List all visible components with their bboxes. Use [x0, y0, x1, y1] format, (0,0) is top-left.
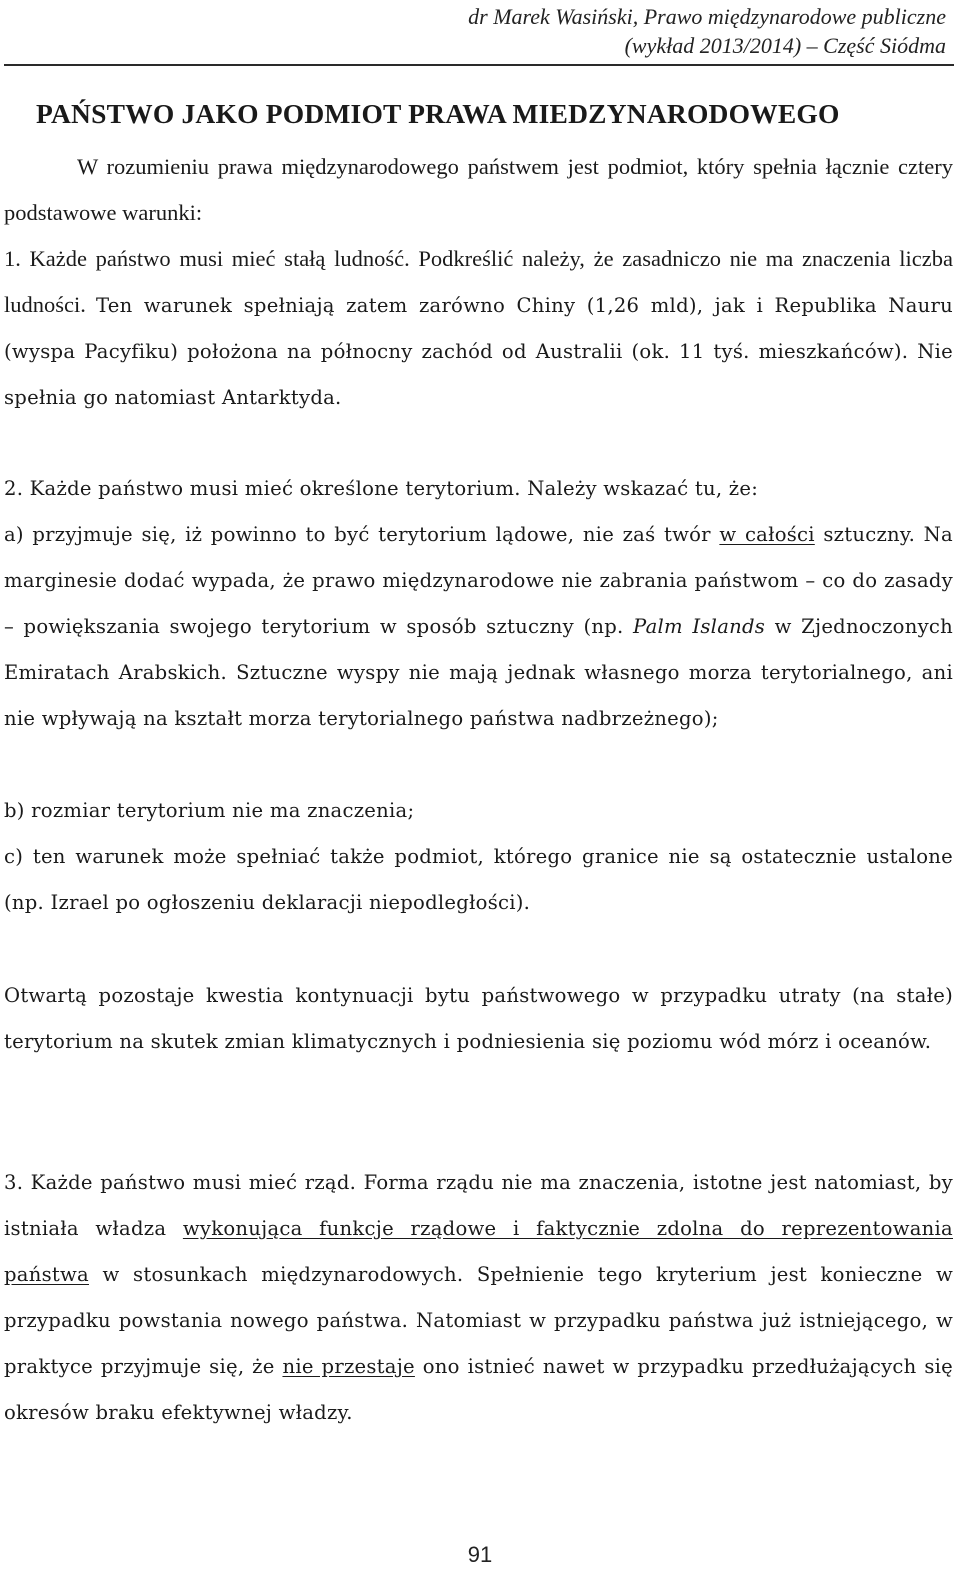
condition-3-underlined-1: wykonująca funkcje rządowe i faktycznie zdolna do reprezentowania państwa	[4, 1217, 953, 1286]
condition-1-text-b: Ten warunek spełniają zatem zarówno Chiny (1,26 mld), jak i Republika Nauru (wyspa Pacyfiku) położona na północny zachód od Australii (ok. 11 tyś. mieszkańców). Nie spełnia go natomiast Antarktyda.	[4, 294, 953, 409]
item-a-text-1: przyjmuje się, iż powinno to być terytorium lądowe, nie zaś twór	[32, 523, 711, 546]
header-rule	[4, 64, 954, 66]
item-a-underlined: w całości	[719, 523, 815, 546]
item-a-text-4: w Zjednoczonych Emiratach Arabskich.	[4, 615, 954, 684]
continuation-paragraph: Otwartą pozostaje kwestia kontynuacji bytu państwowego w przypadku utraty (na stałe) terytorium na skutek zmian klimatycznych i podniesienia się poziomu wód mórz i oceanów.	[4, 984, 953, 1053]
header-line-1: dr Marek Wasiński, Prawo międzynarodowe publiczne	[468, 4, 946, 29]
item-b-text: rozmiar terytorium nie ma znaczenia;	[31, 799, 415, 822]
item-c-marker: c)	[4, 845, 24, 868]
intro-paragraph: W rozumieniu prawa międzynarodowego państwem jest podmiot, który spełnia łącznie cztery podstawowe warunki:	[4, 154, 953, 225]
item-b-marker: b)	[4, 799, 25, 822]
condition-2-item-a	[4, 512, 953, 742]
item-c-text: ten warunek może spełniać także podmiot, którego granice nie są ostatecznie ustalone (np. Izrael po ogłoszeniu deklaracji niepodległości).	[4, 845, 953, 914]
item-a-italic: Palm Islands	[633, 615, 766, 638]
item-a-text-2: sztuczny.	[823, 523, 916, 546]
condition-2-item-b	[4, 788, 953, 834]
item-a-marker: a)	[4, 523, 24, 546]
item-a-text-3: Na marginesie dodać wypada, że prawo międzynarodowe nie zabrania państwom – co do zasady – powiększania swojego terytorium w sposób sztuczny (np.	[4, 523, 953, 638]
condition-3-text-3: ono istnieć nawet w przypadku przedłużających się okresów braku efektywnej władzy.	[4, 1355, 954, 1424]
running-header	[468, 2, 946, 60]
condition-3-underlined-2: nie przestaje	[282, 1355, 415, 1378]
condition-3-text-1: 3. Każde państwo musi mieć rząd. Forma rządu nie ma znaczenia, istotne jest natomiast, by istniała władza	[4, 1171, 953, 1240]
condition-3-paragraph	[4, 1160, 953, 1436]
section-title: PAŃSTWO JAKO PODMIOT PRAWA MIEDZYNARODOWEGO	[36, 98, 840, 129]
page-number: 91	[467, 1542, 493, 1567]
header-line-2: (wykład 2013/2014) – Część Siódma	[624, 33, 946, 58]
condition-1-text-a: 1. Każde państwo musi mieć stałą ludność. Podkreślić należy, że zasadniczo nie ma znaczenia liczba ludności.	[4, 246, 953, 317]
condition-2-intro: 2. Każde państwo musi mieć określone terytorium. Należy wskazać tu, że:	[4, 477, 759, 500]
condition-2-item-c	[4, 834, 953, 926]
item-a-text-5: Sztuczne wyspy nie mają jednak własnego morza terytorialnego, ani nie wpływają na kształt morza terytorialnego państwa nadbrzeżnego);	[4, 661, 953, 730]
condition-3-text-2: w stosunkach międzynarodowych. Spełnienie tego kryterium jest konieczne w przypadku powstania nowego państwa. Natomiast w przypadku państwa już istniejącego, w praktyce przyjmuje się, że	[4, 1263, 954, 1378]
condition-1-paragraph	[4, 236, 953, 421]
